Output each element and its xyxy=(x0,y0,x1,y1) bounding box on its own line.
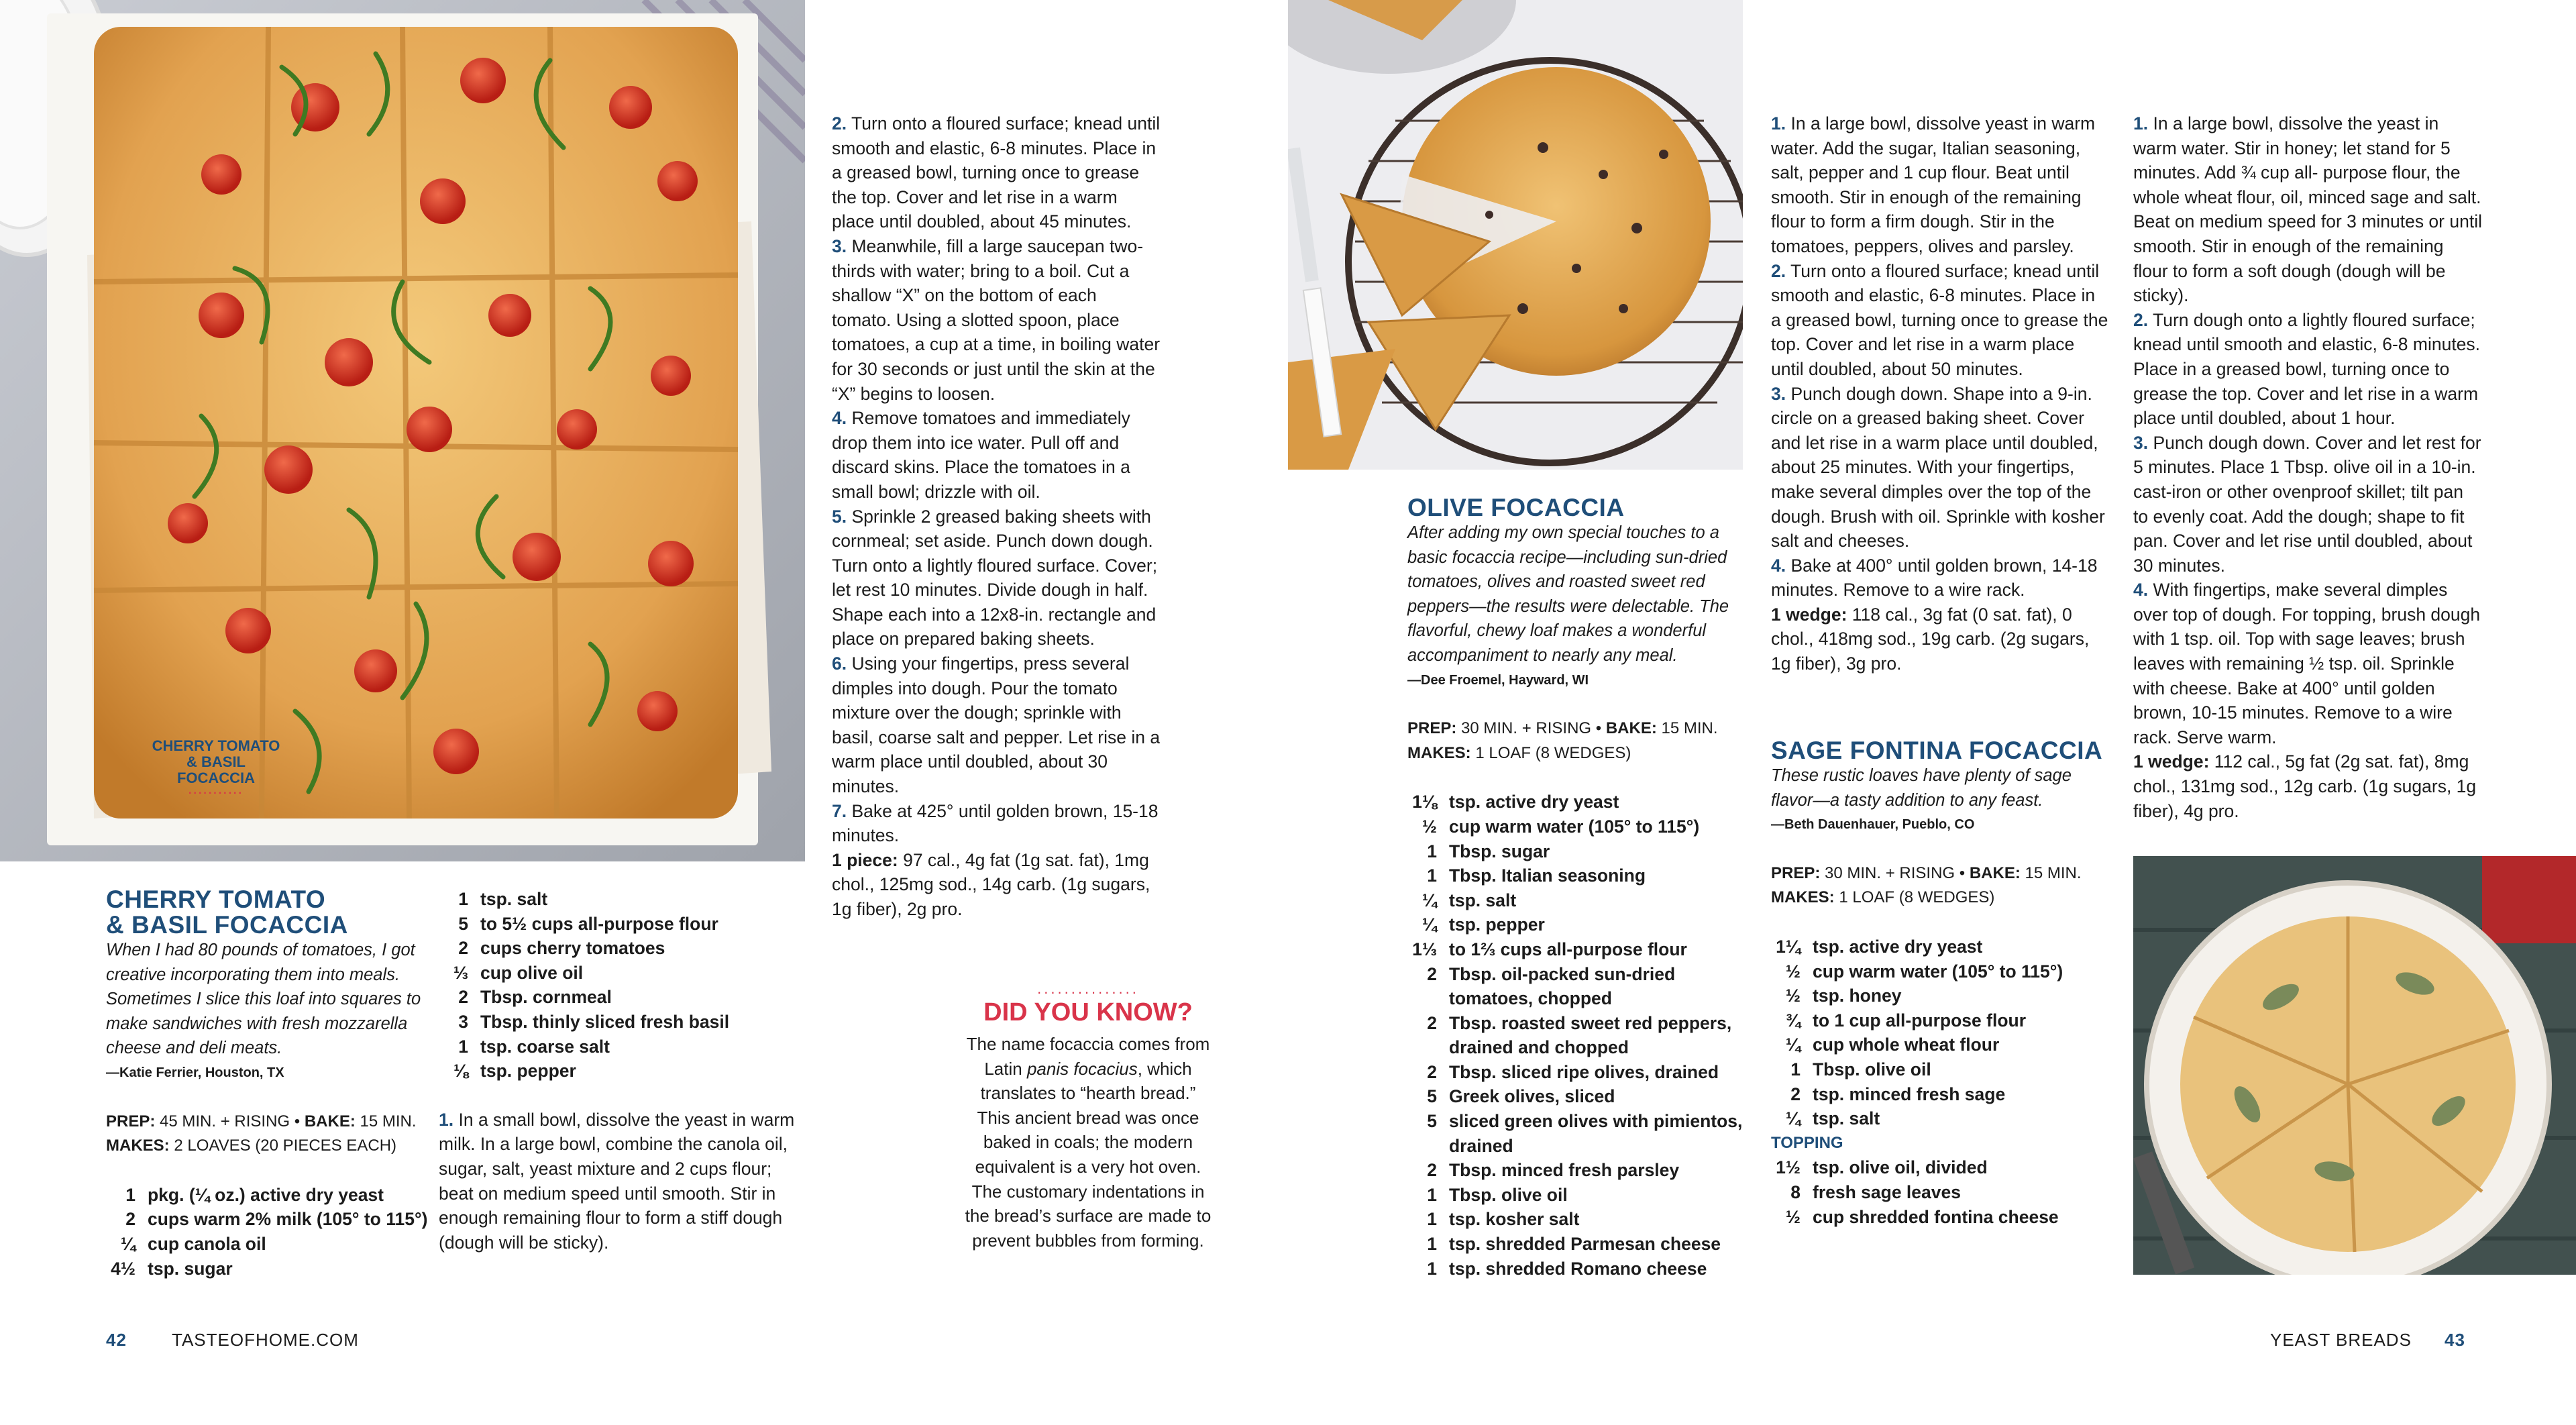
ingredient-text: Tbsp. minced fresh parsley xyxy=(1449,1160,1680,1181)
cherry-tomato-focaccia-illustration xyxy=(0,0,805,861)
ingredient-text: to 1⅔ cups all-purpose flour xyxy=(1449,939,1687,959)
step-text: Meanwhile, fill a large saucepan two-thirds with water; bring to a boil. Cut a shallow “X” on the bottom of each tomato. Using a slotted spoon, place tomatoes, a cup at a time, in boiling water for 30 seconds or just until the skin at the “X” begins to loosen. xyxy=(832,235,1161,404)
recipe-step xyxy=(2133,431,2482,578)
step-number: 7. xyxy=(832,800,847,821)
ingredient-text: Tbsp. cornmeal xyxy=(480,987,612,1008)
recipe-byline: —Katie Ferrier, Houston, TX xyxy=(106,1065,284,1080)
ingredient-quantity: ¼ xyxy=(1421,914,1437,935)
step-list xyxy=(1771,111,2110,602)
ingredient-quantity: 1⅓ xyxy=(1412,939,1437,959)
ingredient-text: Tbsp. olive oil xyxy=(1449,1184,1568,1205)
ingredient-quantity: 1 xyxy=(1427,1234,1437,1255)
prep-label: PREP: xyxy=(1771,863,1821,882)
recipe-prep-bake xyxy=(1771,861,2110,886)
photo-caption xyxy=(149,738,283,796)
step-list xyxy=(2133,111,2482,749)
ingredient-text: cup warm water (105° to 115°) xyxy=(1449,816,1700,837)
ingredient-text: Tbsp. thinly sliced fresh basil xyxy=(480,1011,730,1032)
ingredient-quantity: 1¼ xyxy=(1776,936,1801,957)
recipe-title-line-1: CHERRY TOMATO xyxy=(106,886,326,913)
step-number: 1. xyxy=(1771,113,1786,134)
nutrition-text: 97 cal., 4g fat (1g sat. fat), 1mg chol., 125mg sod., 14g carb. (1g sugars, 1g fiber), 2g pro. xyxy=(832,849,1150,919)
recipe-step xyxy=(1771,553,2110,602)
makes-value: 2 LOAVES (20 PIECES EACH) xyxy=(174,1137,397,1155)
ingredient-quantity: 3 xyxy=(458,1011,468,1032)
ingredient-quantity: 5 xyxy=(458,913,468,934)
nutrition-text: 118 cal., 3g fat (0 sat. fat), 0 chol., 418mg sod., 19g carb. (2g sugars, 1g fiber), 3g pro. xyxy=(1771,604,2090,674)
ingredient-text: Tbsp. roasted sweet red peppers, drained and chopped xyxy=(1449,1012,1732,1058)
ingredient-quantity: ¼ xyxy=(120,1233,136,1254)
recipe-intro: When I had 80 pounds of tomatoes, I got creative incorporating them into meals. Sometimes I slice this loaf into squares to make sandwiches with fresh mozzarella cheese and deli meats. xyxy=(106,941,421,1058)
recipe-sage-fontina-steps-column xyxy=(2133,111,2482,823)
recipe-cherry-tomato-ingredients-column xyxy=(439,887,811,1255)
ingredient-quantity: 2 xyxy=(1427,1160,1437,1181)
ingredient-list xyxy=(1407,790,1743,1281)
step-number: 2. xyxy=(1771,260,1786,281)
ingredient-quantity: 1 xyxy=(458,889,468,909)
ingredient-quantity: 8 xyxy=(1790,1181,1801,1202)
prep-value: 45 MIN. + RISING • xyxy=(160,1112,301,1130)
recipe-title-cherry-tomato xyxy=(106,887,441,938)
prep-label: PREP: xyxy=(106,1112,156,1130)
ingredient-text: Tbsp. olive oil xyxy=(1813,1059,1931,1079)
ingredient-quantity: 2 xyxy=(1790,1084,1801,1104)
recipe-byline: —Dee Froemel, Hayward, WI xyxy=(1407,672,1589,688)
ingredient-quantity: 2 xyxy=(458,987,468,1008)
ingredient-text: to 1 cup all-purpose flour xyxy=(1813,1010,2027,1031)
step-number: 3. xyxy=(1771,383,1786,404)
nutrition-label: 1 piece: xyxy=(832,849,898,870)
step-list xyxy=(832,111,1161,848)
topping-list xyxy=(1771,1155,2110,1229)
olive-focaccia-illustration xyxy=(1288,0,1743,470)
ingredient-text: tsp. shredded Romano cheese xyxy=(1449,1258,1707,1279)
recipe-title-olive: OLIVE FOCACCIA xyxy=(1407,494,1625,521)
recipe-olive-steps-column xyxy=(1771,111,2110,676)
ingredient-text: cup whole wheat flour xyxy=(1813,1035,2000,1055)
did-you-know-latin: panis focacius xyxy=(1026,1058,1138,1079)
makes-label: MAKES: xyxy=(1407,743,1471,762)
step-text: With fingertips, make several dimples over top of dough. For topping, brush dough with 1 tsp. oil. Top with sage leaves; brush leaves with remaining ½ tsp. oil. Sprinkle with cheese. Bake at 400° until golden brown, 10-15 minutes. Remove to a wire rack. Serve warm. xyxy=(2133,580,2481,747)
recipe-makes xyxy=(106,1134,441,1159)
ingredient-text: tsp. honey xyxy=(1813,986,1902,1006)
recipe-cherry-tomato-steps-column xyxy=(832,111,1161,922)
ingredient-quantity: 2 xyxy=(125,1209,136,1230)
ingredient-quantity: ⅛ xyxy=(453,1061,468,1081)
step-number: 3. xyxy=(832,235,847,256)
ingredient-text: tsp. pepper xyxy=(480,1061,576,1081)
bake-label: BAKE: xyxy=(1969,863,2021,882)
recipe-step xyxy=(1771,259,2110,382)
ingredient-quantity: 2 xyxy=(1427,1061,1437,1082)
did-you-know-heading: DID YOU KNOW? xyxy=(983,998,1193,1026)
ingredient-quantity: 1 xyxy=(1427,1209,1437,1230)
sage-fontina-focaccia-photo xyxy=(2133,856,2576,1275)
recipe-intro: After adding my own special touches to a basic focaccia recipe—including sun-dried tomatoes, olives and roasted sweet red peppers—the results were delectable. The flavorful, chewy loaf makes a wonderful accompaniment to nearly any meal. xyxy=(1407,523,1729,665)
ingredient-quantity: 5 xyxy=(1427,1086,1437,1107)
step-text: In a small bowl, dissolve the yeast in warm milk. In a large bowl, combine the canola oil, sugar, salt, yeast mixture and 2 cups flour; beat on medium speed until smooth. Stir in enough remaining flour to form a stiff dough (dough will be sticky). xyxy=(439,1109,795,1253)
recipe-step xyxy=(832,651,1161,799)
ingredient-text: tsp. coarse salt xyxy=(480,1036,610,1057)
prep-value: 30 MIN. + RISING • xyxy=(1461,719,1602,738)
ingredient-list xyxy=(1771,935,2110,1131)
step-text: Remove tomatoes and immediately drop them into ice water. Pull off and discard skins. Place the tomatoes in a small bowl; drizzle with oil. xyxy=(832,408,1130,502)
recipe-title-sage-fontina: SAGE FONTINA FOCACCIA xyxy=(1771,737,2103,764)
recipe-makes xyxy=(1407,741,1743,766)
bake-value: 15 MIN. xyxy=(2025,863,2082,882)
ingredient-quantity: 1 xyxy=(1427,865,1437,886)
did-you-know-text-1: The name focaccia comes from Latin xyxy=(966,1034,1210,1079)
recipe-step xyxy=(832,799,1161,848)
ingredient-text: cup shredded fontina cheese xyxy=(1813,1206,2059,1227)
sage-fontina-illustration xyxy=(2133,856,2576,1275)
ingredient-quantity: 2 xyxy=(1427,963,1437,984)
ingredient-text: tsp. kosher salt xyxy=(1449,1209,1580,1230)
ingredient-quantity: 1⅛ xyxy=(1412,792,1437,812)
makes-label: MAKES: xyxy=(106,1137,170,1155)
recipe-byline: —Beth Dauenhauer, Pueblo, CO xyxy=(1771,817,1975,833)
ingredient-text: tsp. salt xyxy=(480,889,548,909)
ingredient-text: cup olive oil xyxy=(480,962,584,983)
nutrition-label: 1 wedge: xyxy=(2133,751,2210,772)
recipe-nutrition xyxy=(1771,602,2110,676)
makes-value: 1 LOAF (8 WEDGES) xyxy=(1475,743,1631,762)
ingredient-quantity: ½ xyxy=(1785,961,1801,982)
prep-label: PREP: xyxy=(1407,719,1457,738)
recipe-step xyxy=(2133,111,2482,308)
ingredient-quantity: 1 xyxy=(1790,1059,1801,1079)
footer-section-name: YEAST BREADS xyxy=(2270,1330,2412,1350)
step-text: In a large bowl, dissolve yeast in warm water. Add the sugar, Italian seasoning, salt, pepper and 1 cup flour. Beat until smooth. Stir in enough of the remaining flour to form a firm dough. Stir in the tomatoes, peppers, olives and parsley. xyxy=(1771,113,2096,256)
ingredient-text: cups warm 2% milk (105° to 115°) xyxy=(148,1209,428,1230)
step-text: Bake at 400° until golden brown, 14-18 minutes. Remove to a wire rack. xyxy=(1771,555,2098,600)
ingredient-text: tsp. olive oil, divided xyxy=(1813,1157,1988,1178)
step-text: Sprinkle 2 greased baking sheets with cornmeal; set aside. Punch down dough. Turn onto a lightly floured surface. Cover; let rest 10 minutes. Divide dough in half. Shape each into a 12x8-in. rectangle and place on prepared baking sheets. xyxy=(832,506,1158,649)
recipe-step xyxy=(1771,382,2110,553)
bake-value: 15 MIN. xyxy=(360,1112,417,1130)
ingredient-quantity: 1 xyxy=(125,1184,136,1205)
did-you-know-text-2: , which translates to “hearth bread.” This ancient bread was once baked in coals; the modern equivalent is a very hot oven. The customary indentations in the bread’s surface are made to prevent bubbles from forming. xyxy=(965,1058,1212,1251)
ingredient-quantity: 1½ xyxy=(1776,1157,1801,1178)
ingredient-text: to 5½ cups all-purpose flour xyxy=(480,913,718,934)
cherry-tomato-focaccia-photo xyxy=(0,0,805,861)
ingredient-quantity: ¼ xyxy=(1785,1108,1801,1129)
ingredient-text: tsp. active dry yeast xyxy=(1813,936,1983,957)
step-text: Punch dough down. Shape into a 9-in. circle on a greased baking sheet. Cover and let rise in a warm place until doubled, about 25 minutes. With your fingertips, make several dimples over the top of the dough. Brush with oil. Sprinkle with kosher salt and cheeses. xyxy=(1771,383,2105,551)
ingredient-text: fresh sage leaves xyxy=(1813,1181,1961,1202)
ingredient-text: Greek olives, sliced xyxy=(1449,1086,1615,1107)
recipe-nutrition xyxy=(2133,749,2482,823)
ingredient-quantity: ⅓ xyxy=(453,962,468,983)
recipe-sage-fontina-column xyxy=(1771,738,2110,1229)
ingredient-text: tsp. salt xyxy=(1813,1108,1880,1129)
ingredient-quantity: ¾ xyxy=(1785,1010,1801,1031)
recipe-step xyxy=(832,406,1161,504)
step-text: Bake at 425° until golden brown, 15-18 minutes. xyxy=(832,800,1159,846)
step-number: 4. xyxy=(2133,580,2149,600)
ingredient-text: cup canola oil xyxy=(148,1233,266,1254)
ingredient-list xyxy=(439,887,811,1084)
ingredient-quantity: 1 xyxy=(1427,841,1437,861)
footer-left-page-number: 42 xyxy=(106,1330,127,1350)
ingredient-quantity: 5 xyxy=(1427,1111,1437,1132)
recipe-olive-intro-column xyxy=(1407,495,1743,1281)
recipe-step xyxy=(2133,578,2482,749)
bake-value: 15 MIN. xyxy=(1661,719,1718,738)
recipe-nutrition xyxy=(832,848,1161,922)
footer-right-page-number: 43 xyxy=(2445,1330,2465,1350)
olive-focaccia-photo xyxy=(1288,0,1743,470)
recipe-makes xyxy=(1771,886,2110,910)
ingredient-text: Tbsp. Italian seasoning xyxy=(1449,865,1646,886)
bake-label: BAKE: xyxy=(1605,719,1657,738)
step-text: Using your fingertips, press several dimples into dough. Pour the tomato mixture over the dough; sprinkle with basil, coarse salt and pepper. Let rise in a warm place until doubled, about 30 minutes. xyxy=(832,653,1161,797)
ingredient-text: Tbsp. sugar xyxy=(1449,841,1550,861)
ingredient-text: cups cherry tomatoes xyxy=(480,938,665,959)
ingredient-text: Tbsp. oil-packed sun-dried tomatoes, chopped xyxy=(1449,963,1676,1009)
ingredient-text: tsp. active dry yeast xyxy=(1449,792,1619,812)
recipe-step xyxy=(439,1108,811,1255)
bake-label: BAKE: xyxy=(304,1112,356,1130)
ingredient-quantity: 4½ xyxy=(111,1258,136,1279)
ingredient-quantity: ¼ xyxy=(1421,890,1437,910)
recipe-step xyxy=(832,505,1161,652)
topping-label: TOPPING xyxy=(1771,1133,1843,1152)
ingredient-text: tsp. salt xyxy=(1449,890,1517,910)
ingredient-text: cup warm water (105° to 115°) xyxy=(1813,961,2063,982)
recipe-prep-bake xyxy=(106,1110,441,1134)
did-you-know-dots: ............... xyxy=(1037,980,1139,997)
ingredient-quantity: ½ xyxy=(1785,1206,1801,1227)
ingredient-list xyxy=(106,1183,441,1281)
ingredient-quantity: 1 xyxy=(1427,1184,1437,1205)
ingredient-quantity: 1 xyxy=(458,1036,468,1057)
ingredient-quantity: ¼ xyxy=(1785,1035,1801,1055)
ingredient-quantity: 1 xyxy=(1427,1258,1437,1279)
step-number: 4. xyxy=(832,408,847,429)
footer-site-name: TASTEOFHOME.COM xyxy=(172,1330,359,1350)
recipe-cherry-tomato-intro-column xyxy=(106,887,441,1281)
ingredient-quantity: ½ xyxy=(1785,986,1801,1006)
step-number: 1. xyxy=(2133,113,2149,134)
recipe-step xyxy=(2133,308,2482,431)
did-you-know-sidebar xyxy=(869,982,1307,1253)
step-text: Turn onto a floured surface; knead until smooth and elastic, 6-8 minutes. Place in a greased bowl, turning once to grease the top. Cover and let rise in a warm place until doubled, about 50 minutes. xyxy=(1771,260,2108,379)
photo-caption-line-2: & BASIL FOCACCIA xyxy=(176,753,256,786)
step-text: In a large bowl, dissolve the yeast in warm water. Stir in honey; let stand for 5 minutes. Add ¾ cup all- purpose flour, the whole wheat flour, oil, minced sage and salt. Beat on medium speed for 3 minutes or until smooth. Stir in enough of the remaining flour to form a soft dough (dough will be sticky). xyxy=(2133,113,2482,306)
did-you-know-body xyxy=(964,1032,1212,1253)
recipe-prep-bake xyxy=(1407,717,1743,741)
ingredient-text: sliced green olives with pimientos, drained xyxy=(1449,1111,1743,1156)
ingredient-text: pkg. (¼ oz.) active dry yeast xyxy=(148,1184,384,1205)
ingredient-text: tsp. minced fresh sage xyxy=(1813,1084,2006,1104)
step-text: Punch dough down. Cover and let rest for 5 minutes. Place 1 Tbsp. olive oil in a 10-in. cast-iron or other ovenproof skillet; tilt pan to evenly coat. Add the dough; shape to fit pan. Cover and let rise until doubled, about 30 minutes. xyxy=(2133,432,2481,576)
recipe-title-line-2: & BASIL FOCACCIA xyxy=(106,911,348,939)
step-number: 2. xyxy=(2133,309,2149,330)
ingredient-quantity: 2 xyxy=(1427,1012,1437,1033)
ingredient-text: tsp. shredded Parmesan cheese xyxy=(1449,1234,1721,1255)
step-number: 4. xyxy=(1771,555,1786,576)
photo-caption-dots: ........... xyxy=(189,785,244,796)
recipe-intro: These rustic loaves have plenty of sage flavor—a tasty addition to any feast. xyxy=(1771,766,2072,810)
step-number: 3. xyxy=(2133,432,2149,453)
ingredient-quantity: 2 xyxy=(458,938,468,959)
ingredient-text: Tbsp. sliced ripe olives, drained xyxy=(1449,1061,1719,1082)
step-number: 5. xyxy=(832,506,847,527)
photo-caption-line-1: CHERRY TOMATO xyxy=(152,737,280,754)
nutrition-text: 112 cal., 5g fat (2g sat. fat), 8mg chol., 131mg sod., 12g carb. (1g sugars, 1g fiber), 4g pro. xyxy=(2133,751,2477,821)
ingredient-quantity: ½ xyxy=(1421,816,1437,837)
recipe-step xyxy=(832,234,1161,406)
prep-value: 30 MIN. + RISING • xyxy=(1825,863,1966,882)
step-number: 6. xyxy=(832,653,847,674)
step-text: Turn dough onto a lightly floured surface; knead until smooth and elastic, 6-8 minutes. Place in a greased bowl, turning once to grease the top. Cover and let rise in a warm place until doubled, about 1 hour. xyxy=(2133,309,2481,429)
makes-label: MAKES: xyxy=(1771,888,1835,907)
ingredient-text: tsp. sugar xyxy=(148,1258,233,1279)
recipe-step xyxy=(1771,111,2110,259)
nutrition-label: 1 wedge: xyxy=(1771,604,1847,625)
step-text: Turn onto a floured surface; knead until smooth and elastic, 6-8 minutes. Place in a greased bowl, turning once to grease the top. Cover and let rise in a warm place until doubled, about 45 minutes. xyxy=(832,113,1161,232)
step-number: 1. xyxy=(439,1109,454,1130)
makes-value: 1 LOAF (8 WEDGES) xyxy=(1839,888,1995,907)
step-number: 2. xyxy=(832,113,847,134)
ingredient-text: tsp. pepper xyxy=(1449,914,1545,935)
recipe-step xyxy=(832,111,1161,234)
